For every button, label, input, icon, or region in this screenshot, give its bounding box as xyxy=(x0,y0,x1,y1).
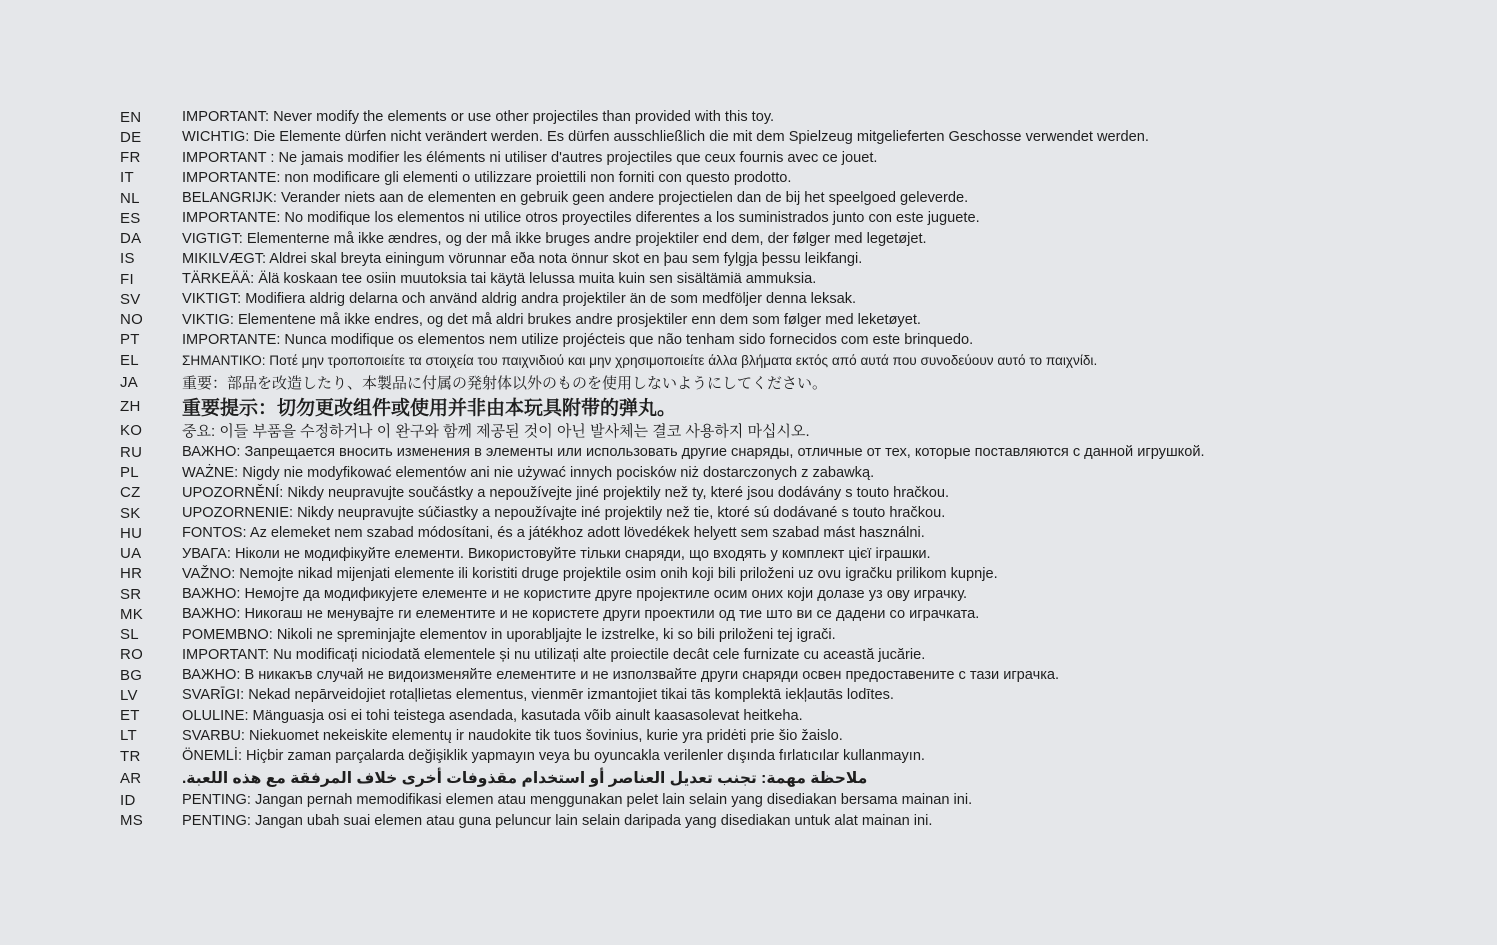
notice-row-ar xyxy=(120,766,1490,790)
notice-row-lt xyxy=(120,726,1490,746)
notice-row-ms xyxy=(120,811,1490,831)
language-code: HU xyxy=(120,524,143,542)
notice-text: ВАЖНО: В никакъв случай не видоизменяйте елементите и не използвайте други снаряди освен предоставените с тази играчка. xyxy=(182,667,1060,684)
language-code: JA xyxy=(120,373,139,391)
notice-text: IMPORTANTE: No modifique los elementos ni utilice otros proyectiles diferentes a los suministrados junto con este juguete. xyxy=(182,210,980,227)
notice-row-sv xyxy=(120,289,1490,309)
language-code: NL xyxy=(120,189,140,207)
language-code: ID xyxy=(120,791,136,809)
language-code: ZH xyxy=(120,397,141,415)
notice-text: 重要提示：切勿更改组件或使用并非由本玩具附带的弹丸。 xyxy=(182,397,677,419)
language-code: MS xyxy=(120,812,144,830)
notice-text: 重要：部品を改造したり、本製品に付属の発射体以外のものを使用しないようにしてください。 xyxy=(182,374,828,392)
language-code: IS xyxy=(120,250,135,268)
notice-row-ro xyxy=(120,645,1490,665)
notice-text: POMEMBNO: Nikoli ne spreminjajte elementov in uporabljajte le izstrelke, ki so bili priloženi tej igrači. xyxy=(182,626,836,643)
notice-text: ВАЖНО: Никогаш не менувајте ги елементите и не користете други проектили од тие што ви се дадени со играчката. xyxy=(182,606,980,623)
notice-row-lv xyxy=(120,685,1490,705)
language-code: ET xyxy=(120,707,140,725)
notice-text: BELANGRIJK: Verander niets aan de elementen en gebruik geen andere projectielen dan de bij het speelgoed geleverde. xyxy=(182,190,969,207)
language-code: FI xyxy=(120,270,134,288)
notice-text: ВАЖНО: Немојте да модификујете елементе и не користите друге пројектиле осим оних који долазе уз ову играчку. xyxy=(182,586,968,603)
notice-text: IMPORTANT: Nu modificați niciodată elementele și nu utilizați alte proiectile decât cele furnizate cu această jucărie. xyxy=(182,646,926,663)
notice-row-ru xyxy=(120,442,1490,462)
language-code: KO xyxy=(120,421,143,439)
notice-row-id xyxy=(120,790,1490,810)
notice-text: UPOZORNENIE: Nikdy neupravujte súčiastky a nepoužívajte iné projektily než tie, ktoré sú dodávané s touto hračkou. xyxy=(182,505,946,522)
notice-row-hr xyxy=(120,564,1490,584)
notice-text: 중요: 이들 부품을 수정하거나 이 완구와 함께 제공된 것이 아닌 발사체는 결코 사용하지 마십시오. xyxy=(182,422,810,440)
notice-text: IMPORTANTE: non modificare gli elementi o utilizzare proiettili non forniti con questo prodotto. xyxy=(182,169,792,186)
notice-row-el xyxy=(120,350,1490,370)
notice-row-ko xyxy=(120,418,1490,442)
language-code: DE xyxy=(120,128,142,146)
notice-row-sr xyxy=(120,584,1490,604)
notice-text: VIGTIGT: Elementerne må ikke ændres, og der må ikke bruges andre projektiler end dem, der følger med legetøjet. xyxy=(182,230,927,247)
language-code: DA xyxy=(120,230,142,248)
notice-text: VAŽNO: Nemojte nikad mijenjati elemente ili koristiti druge projektile osim onih koji bili priloženi uz ovu igračku prilikom kupnje. xyxy=(182,565,998,582)
notice-text: ВАЖНО: Запрещается вносить изменения в элементы или использовать другие снаряды, отличные от тех, которые поставляются с данной игрушкой. xyxy=(182,444,1205,461)
language-code: MK xyxy=(120,605,144,623)
notice-text: FONTOS: Az elemeket nem szabad módosítani, és a játékhoz adott lövedékek helyett sem szabad mást használni. xyxy=(182,525,925,542)
language-code: EL xyxy=(120,351,139,369)
notice-text: TÄRKEÄÄ: Älä koskaan tee osiin muutoksia tai käytä lelussa muita kuin sen sisältämiä ammuksia. xyxy=(182,271,817,288)
notice-row-tr xyxy=(120,746,1490,766)
notice-row-no xyxy=(120,310,1490,330)
notice-row-is xyxy=(120,249,1490,269)
notice-text: PENTING: Jangan pernah memodifikasi elemen atau menggunakan pelet lain selain yang disediakan bersama mainan ini. xyxy=(182,792,973,809)
language-code: SR xyxy=(120,585,142,603)
language-code: CZ xyxy=(120,484,141,502)
language-code: BG xyxy=(120,666,143,684)
language-code: LT xyxy=(120,727,137,745)
notice-row-cz xyxy=(120,483,1490,503)
notice-row-ua xyxy=(120,544,1490,564)
notice-text: УВАГА: Ніколи не модифікуйте елементи. Використовуйте тільки снаряди, що входять у комплект цієї іграшки. xyxy=(182,545,931,562)
notice-text: ملاحظة مهمة: تجنب تعديل العناصر أو استخدام مقذوفات أخرى خلاف المرفقة مع هذه اللعبة. xyxy=(182,769,868,787)
language-code: SL xyxy=(120,626,139,644)
language-code: PT xyxy=(120,331,140,349)
language-code: PL xyxy=(120,464,139,482)
notice-row-zh xyxy=(120,394,1490,418)
notice-text: ÖNEMLİ: Hiçbir zaman parçalarda değişiklik yapmayın veya bu oyuncakla verilenler dışında fırlatıcılar kullanmayın. xyxy=(182,748,925,765)
notice-row-fr xyxy=(120,148,1490,168)
language-code: AR xyxy=(120,769,142,787)
notice-text: IMPORTANT: Never modify the elements or use other projectiles than provided with this toy. xyxy=(182,109,775,126)
notice-row-pt xyxy=(120,330,1490,350)
language-code: SK xyxy=(120,504,141,522)
language-code: ES xyxy=(120,209,141,227)
notice-row-fi xyxy=(120,269,1490,289)
language-code: IT xyxy=(120,169,134,187)
language-code: SV xyxy=(120,290,141,308)
notice-row-et xyxy=(120,706,1490,726)
notice-row-hu xyxy=(120,523,1490,543)
language-code: NO xyxy=(120,311,144,329)
language-code: HR xyxy=(120,565,143,583)
notice-text: MIKILVÆGT: Aldrei skal breyta einingum vörunnar eða nota önnur skot en þau sem fylgja þessu leikfangi. xyxy=(182,250,863,267)
notice-text: UPOZORNĚNÍ: Nikdy neupravujte součástky a nepoužívejte jiné projektily než ty, které jsou dodávány s touto hračkou. xyxy=(182,484,950,501)
notice-row-sl xyxy=(120,625,1490,645)
notice-text: PENTING: Jangan ubah suai elemen atau guna peluncur lain selain daripada yang disediakan untuk alat mainan ini. xyxy=(182,812,933,829)
notice-row-da xyxy=(120,229,1490,249)
notice-row-it xyxy=(120,168,1490,188)
notice-row-nl xyxy=(120,188,1490,208)
language-code: FR xyxy=(120,149,141,167)
notice-text: WICHTIG: Die Elemente dürfen nicht verändert werden. Es dürfen ausschließlich die mit dem Spielzeug mitgelieferten Geschosse verwendet werden. xyxy=(182,129,1149,146)
language-code: EN xyxy=(120,108,142,126)
language-code: RO xyxy=(120,646,144,664)
notice-text: SVARBU: Niekuomet nekeiskite elementų ir naudokite tik tuos šovinius, kurie yra pridėti prie šio žaislo. xyxy=(182,727,843,744)
notice-row-sk xyxy=(120,503,1490,523)
notice-row-pl xyxy=(120,463,1490,483)
notice-row-bg xyxy=(120,665,1490,685)
notice-row-en xyxy=(120,107,1490,127)
notice-text: OLULINE: Mänguasja osi ei tohi teistega asendada, kasutada võib ainult kaasasolevat heitkeha. xyxy=(182,707,803,724)
notice-text: IMPORTANTE: Nunca modifique os elementos nem utilize projécteis que não tenham sido fornecidos com este brinquedo. xyxy=(182,331,974,348)
notice-text: WAŻNE: Nigdy nie modyfikować elementów ani nie używać innych pocisków niż dostarczonych z zabawką. xyxy=(182,464,875,481)
notice-row-mk xyxy=(120,604,1490,624)
notice-row-es xyxy=(120,208,1490,228)
notice-row-de xyxy=(120,127,1490,147)
language-code: RU xyxy=(120,443,143,461)
notice-text: IMPORTANT : Ne jamais modifier les éléments ni utiliser d'autres projectiles que ceux fournis avec ce jouet. xyxy=(182,149,878,166)
notice-text: SVARĪGI: Nekad nepārveidojiet rotaļlietas elementus, vienmēr izmantojiet tikai tās komplektā iekļautās lodītes. xyxy=(182,687,894,704)
notice-text: ΣΗΜΑΝΤΙΚΟ: Ποτέ μην τροποποιείτε τα στοιχεία του παιχνιδιού και μην χρησιμοποιείτε άλλα βλήματα εκτός από αυτά που συνοδεύουν αυτό το παιχνίδι. xyxy=(182,352,1098,368)
safety-notice-list xyxy=(120,107,1490,831)
notice-row-ja xyxy=(120,370,1490,394)
language-code: UA xyxy=(120,545,142,563)
language-code: TR xyxy=(120,747,141,765)
notice-text: VIKTIGT: Modifiera aldrig delarna och använd aldrig andra projektiler än de som medföljer denna leksak. xyxy=(182,291,857,308)
notice-text: VIKTIG: Elementene må ikke endres, og det må aldri brukes andre prosjektiler enn dem som følger med leketøyet. xyxy=(182,311,921,328)
language-code: LV xyxy=(120,686,138,704)
